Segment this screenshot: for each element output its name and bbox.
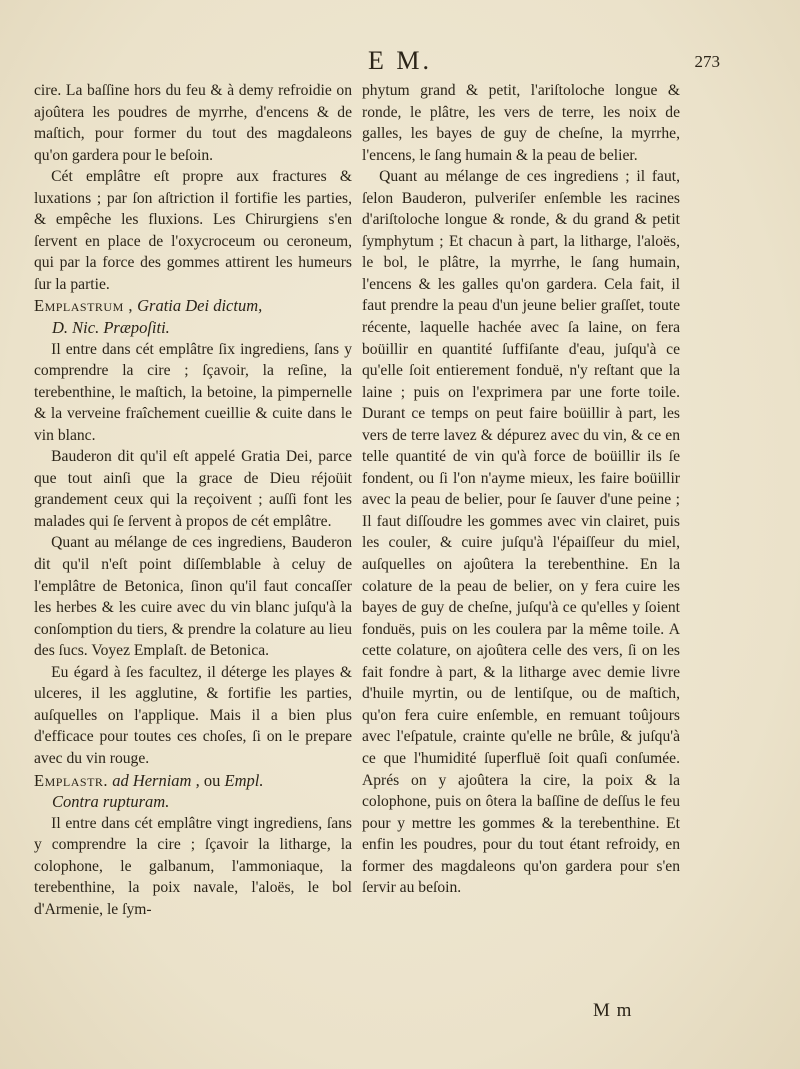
paragraph: Cét emplâtre eſt propre aux fractures & luxations ; par ſon aſtriction il fortifie les parties, & empêche les fluxions. Les Chirurgiens s'en ſervent en place de l'oxycroceum ou ceroneum, qui par la force des gommes attirent les humeurs ſur la partie. (34, 168, 352, 293)
heading-conjunction: ou (203, 770, 221, 790)
catchword: M m (593, 1000, 633, 1021)
heading-subtitle: Contra rupturam. (52, 792, 170, 812)
right-column (362, 80, 680, 899)
paragraph: Il entre dans cét emplâtre vingt ingrediens, ſans y comprendre la cire ; ſçavoir la litharge, la colophone, le galbanum, l'ammoniaque, la terebenthine, la poix navale, l'aloës, le bol d'Armenie, le ſym- (34, 814, 352, 918)
running-head: E M. (368, 46, 432, 75)
paragraph: cire. La baſſine hors du feu & à demy refroidie on ajoûtera les poudres de myrrhe, d'encens & de maſtich, pour former du tout des magdaleons qu'on gardera pour le beſoin. (34, 82, 352, 164)
heading-subtitle: D. Nic. Præpoſiti. (52, 318, 170, 338)
paragraph: phytum grand & petit, l'ariſtoloche longue & ronde, le plâtre, les vers de terre, les noix de galles, les bayes de guy de cheſne, la myrrhe, l'encens, le ſang humain & la peau de belier. (362, 82, 680, 164)
section-heading-ad-herniam (34, 770, 352, 813)
heading-title-italic-2: Empl. (224, 770, 264, 790)
paragraph: Il entre dans cét emplâtre ſix ingrediens, ſans y comprendre la cire ; ſçavoir, la reſine, la terebenthine, le maſtich, la betoine, la pimpernelle & la verveine fraîchement cueillie & cuite dans le vin blanc. (34, 340, 352, 444)
heading-title-italic: Gratia Dei dictum, (137, 296, 263, 316)
paragraph: Bauderon dit qu'il eſt appelé Gratia Dei, parce que tout ainſi que la grace de Dieu réjoüit grandement ceux qui la reçoivent ; auſſi font les malades qui ſe ſervent à propos de cét emplâtre. (34, 448, 352, 530)
page-number: 273 (694, 52, 720, 71)
paragraph: Eu égard à ſes facultez, il déterge les playes & ulceres, il les agglutine, & fortifie les parties, auſquelles on l'applique. Mais il a bien plus d'efficace pour toutes ces choſes, ſi on le prepare avec du vin rouge. (34, 663, 352, 767)
paragraph: Quant au mélange de ces ingrediens ; il faut, ſelon Bauderon, pulveriſer enſemble les racines d'ariſtoloche longue & ronde, & du grand & petit ſymphytum ; Et chacun à part, la litharge, l'aloës, le bol, le plâtre, la myrrhe, le ſang humain, l'encens & les galles qu'on gardera. Cela fait, il faut prendre la peau d'un jeune belier graſſet, toute récente, laquelle hachée avec ſa laine, on fera boüillir en quantité ſuffiſante d'eau, juſqu'à ce qu'elle ſoit entierement fonduë, n'y reſtant que la laine ; puis on l'exprimera par une forte toile. Durant ce temps on peut faire boüillir à part, les vers de terre lavez & dépurez avec du vin, & ce en telle quantité de vin qu'à force de boüillir ils ſe fondent, ou ſi l'on n'ayme mieux, les faire boüillir avec la peau de belier, pour ſe ſauver d'une peine ; Il faut diſſoudre les gommes avec vin clairet, puis les couler, & cuire juſqu'à l'épaiſſeur du miel, auſquelles on ajoûtera la terebenthine. En la colature de la peau de belier, on y fera cuire les bayes de guy de cheſne, juſqu'à ce qu'elles y ſoient fonduës, puis on les coulera par la même toile. A cette colature, on ajoûtera celle des vers, ſi on les fait fondre à part, & la litharge avec demie livre d'huile myrtin, ou de lentiſque, ou de maſtich, qu'on fera cuire enſemble, en remuant toûjours avec l'eſpatule, crainte qu'elle ne brûle, & juſqu'à ce que l'humidité ſuperfluë ſoit quaſi conſumée. Aprés on y ajoûtera la cire, la poix & la colophone, puis on ôtera la baſſine de deſſus le feu pour y mettre les gommes & la terebenthine. Et enfin les poudres, pour du tout étant refroidy, en former des magdaleons qu'on gardera pour s'en ſervir au beſoin. (362, 168, 680, 897)
heading-title: Emplastrum , (34, 296, 134, 316)
left-column (34, 80, 352, 920)
paragraph: Quant au mélange de ces ingrediens, Bauderon dit qu'il n'eſt point diſſemblable à celuy de l'emplâtre de Betonica, ſinon qu'il faut concaſſer les herbes & les cuire avec du vin blanc juſqu'à la conſomption du tiers, & prendre la colature au lieu des ſucs. Voyez Emplaſt. de Betonica. (34, 534, 352, 660)
page-header (0, 46, 800, 76)
heading-title-italic: ad Herniam , (112, 770, 200, 790)
section-heading-gratia-dei (34, 295, 352, 338)
heading-title: Emplastr. (34, 770, 109, 790)
